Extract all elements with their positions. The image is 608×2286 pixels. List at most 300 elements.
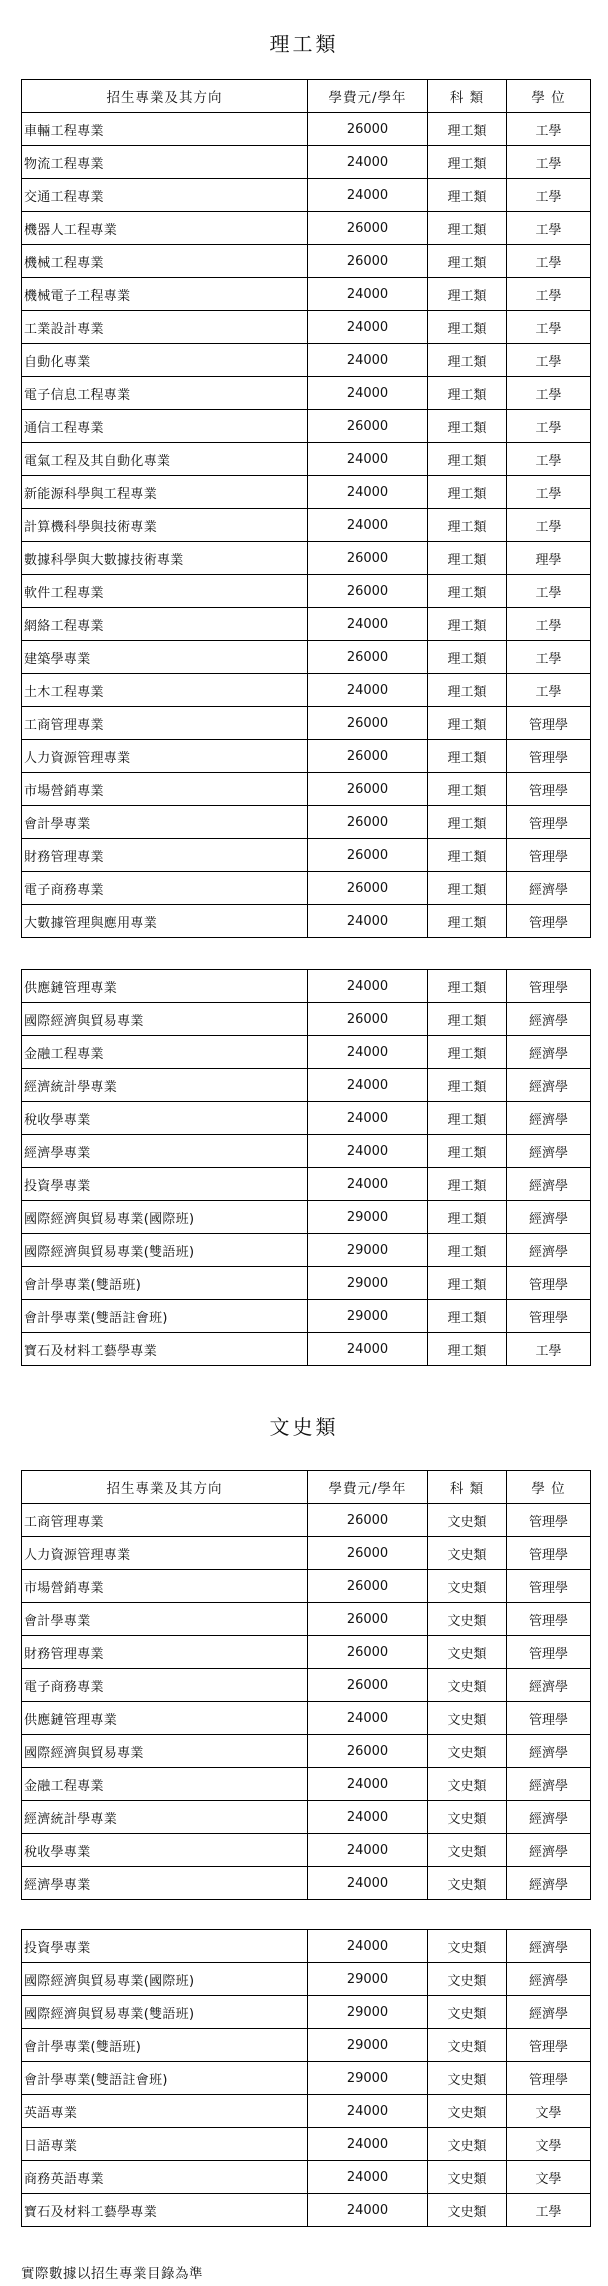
category-value: 理工類 [428,311,507,344]
category-value: 文史類 [428,2095,507,2128]
major-name: 商務英語專業 [22,2161,308,2194]
tuition-value: 24000 [308,608,428,641]
category-value: 理工類 [428,212,507,245]
table-row [22,2128,591,2161]
tuition-value: 26000 [308,113,428,146]
tuition-value: 26000 [308,1003,428,1036]
tuition-value: 24000 [308,1135,428,1168]
degree-value: 文學 [507,2161,591,2194]
degree-value: 工學 [507,509,591,542]
category-value: 文史類 [428,1768,507,1801]
category-value: 理工類 [428,509,507,542]
degree-value: 工學 [507,2194,591,2227]
degree-value: 管理學 [507,740,591,773]
category-value: 理工類 [428,1003,507,1036]
table-row [22,707,591,740]
table-row [22,212,591,245]
degree-value: 工學 [507,641,591,674]
major-name: 寶石及材料工藝學專業 [22,2194,308,2227]
tuition-value: 26000 [308,1669,428,1702]
header-major: 招生專業及其方向 [22,1471,308,1504]
category-value: 理工類 [428,707,507,740]
degree-value: 工學 [507,674,591,707]
degree-value: 工學 [507,179,591,212]
degree-value: 管理學 [507,1267,591,1300]
tuition-value: 26000 [308,212,428,245]
table-row [22,278,591,311]
table-row [22,1234,591,1267]
major-name: 會計學專業(雙語班) [22,1267,308,1300]
degree-value: 文學 [507,2128,591,2161]
major-name: 稅收學專業 [22,1834,308,1867]
major-name: 國際經濟與貿易專業(國際班) [22,1201,308,1234]
tuition-value: 29000 [308,2029,428,2062]
major-name: 財務管理專業 [22,839,308,872]
table-row [22,443,591,476]
major-name: 大數據管理與應用專業 [22,905,308,938]
category-value: 理工類 [428,542,507,575]
degree-value: 工學 [507,608,591,641]
tuition-value: 29000 [308,1267,428,1300]
table-row [22,1069,591,1102]
tuition-value: 26000 [308,773,428,806]
major-name: 市場營銷專業 [22,1570,308,1603]
table-row [22,146,591,179]
table-row [22,2161,591,2194]
category-value: 理工類 [428,1201,507,1234]
tuition-value: 24000 [308,1768,428,1801]
table-row [22,1333,591,1366]
major-name: 稅收學專業 [22,1102,308,1135]
tuition-value: 24000 [308,344,428,377]
header-tuition: 學費元/學年 [308,80,428,113]
category-value: 理工類 [428,773,507,806]
table-row [22,1300,591,1333]
major-name: 電子信息工程專業 [22,377,308,410]
table-row [22,509,591,542]
tuition-value: 26000 [308,575,428,608]
table-row [22,641,591,674]
degree-value: 工學 [507,344,591,377]
category-value: 理工類 [428,1102,507,1135]
category-value: 理工類 [428,608,507,641]
tuition-table-science-2 [21,969,591,1366]
major-name: 經濟學專業 [22,1867,308,1900]
major-name: 會計學專業(雙語班) [22,2029,308,2062]
major-name: 土木工程專業 [22,674,308,707]
table-row [22,1036,591,1069]
degree-value: 管理學 [507,806,591,839]
tuition-table-humanities-1 [21,1470,591,1900]
major-name: 財務管理專業 [22,1636,308,1669]
degree-value: 管理學 [507,2062,591,2095]
degree-value: 經濟學 [507,1201,591,1234]
category-value: 文史類 [428,2128,507,2161]
footnote: 實際數據以招生專業目錄為準 [21,2266,203,2282]
major-name: 人力資源管理專業 [22,740,308,773]
category-value: 文史類 [428,1603,507,1636]
tuition-value: 26000 [308,839,428,872]
table-row [22,1867,591,1900]
table-row [22,575,591,608]
degree-value: 管理學 [507,1300,591,1333]
tuition-value: 24000 [308,1102,428,1135]
major-name: 供應鏈管理專業 [22,970,308,1003]
degree-value: 理學 [507,542,591,575]
major-name: 投資學專業 [22,1168,308,1201]
table-row [22,1996,591,2029]
tuition-value: 24000 [308,1333,428,1366]
tuition-value: 24000 [308,1036,428,1069]
section-title-humanities: 文史類 [269,1415,339,1439]
tuition-value: 26000 [308,1735,428,1768]
major-name: 會計學專業 [22,1603,308,1636]
degree-value: 工學 [507,575,591,608]
table-row [22,872,591,905]
degree-value: 工學 [507,245,591,278]
major-name: 新能源科學與工程專業 [22,476,308,509]
degree-value: 管理學 [507,2029,591,2062]
category-value: 理工類 [428,1069,507,1102]
degree-value: 經濟學 [507,1003,591,1036]
major-name: 日語專業 [22,2128,308,2161]
major-name: 數據科學與大數據技術專業 [22,542,308,575]
degree-value: 經濟學 [507,1963,591,1996]
table-header-row [22,1471,591,1504]
table-header-row [22,80,591,113]
degree-value: 經濟學 [507,1069,591,1102]
table-row [22,344,591,377]
category-value: 理工類 [428,740,507,773]
tuition-value: 26000 [308,1603,428,1636]
tuition-value: 24000 [308,278,428,311]
major-name: 交通工程專業 [22,179,308,212]
table-row [22,1702,591,1735]
major-name: 國際經濟與貿易專業 [22,1735,308,1768]
category-value: 文史類 [428,1963,507,1996]
table-row [22,1003,591,1036]
category-value: 理工類 [428,377,507,410]
table-row [22,608,591,641]
tuition-value: 29000 [308,1996,428,2029]
degree-value: 管理學 [507,707,591,740]
category-value: 理工類 [428,1333,507,1366]
tuition-table-science-1 [21,79,591,938]
major-name: 經濟統計學專業 [22,1801,308,1834]
header-degree: 學 位 [507,80,591,113]
category-value: 文史類 [428,1636,507,1669]
table-row [22,542,591,575]
tuition-value: 24000 [308,1702,428,1735]
major-name: 國際經濟與貿易專業 [22,1003,308,1036]
category-value: 理工類 [428,575,507,608]
major-name: 英語專業 [22,2095,308,2128]
degree-value: 管理學 [507,970,591,1003]
category-value: 文史類 [428,1735,507,1768]
tuition-value: 26000 [308,641,428,674]
table-row [22,377,591,410]
major-name: 供應鏈管理專業 [22,1702,308,1735]
category-value: 理工類 [428,146,507,179]
category-value: 理工類 [428,278,507,311]
category-value: 理工類 [428,1168,507,1201]
category-value: 文史類 [428,1801,507,1834]
category-value: 理工類 [428,476,507,509]
tuition-value: 24000 [308,905,428,938]
table-row [22,1537,591,1570]
tuition-value: 29000 [308,1234,428,1267]
major-name: 會計學專業 [22,806,308,839]
category-value: 文史類 [428,1930,507,1963]
major-name: 工商管理專業 [22,707,308,740]
category-value: 理工類 [428,179,507,212]
category-value: 理工類 [428,443,507,476]
category-value: 文史類 [428,2062,507,2095]
degree-value: 管理學 [507,1636,591,1669]
tuition-value: 24000 [308,1801,428,1834]
degree-value: 管理學 [507,905,591,938]
degree-value: 經濟學 [507,1168,591,1201]
major-name: 機械工程專業 [22,245,308,278]
table-row [22,476,591,509]
table-row [22,839,591,872]
category-value: 文史類 [428,1669,507,1702]
degree-value: 經濟學 [507,1036,591,1069]
table-row [22,806,591,839]
table-row [22,1504,591,1537]
table-row [22,1768,591,1801]
degree-value: 工學 [507,443,591,476]
degree-value: 管理學 [507,1570,591,1603]
category-value: 理工類 [428,1300,507,1333]
tuition-value: 24000 [308,1168,428,1201]
category-value: 理工類 [428,344,507,377]
category-value: 理工類 [428,839,507,872]
degree-value: 工學 [507,476,591,509]
degree-value: 管理學 [507,839,591,872]
degree-value: 經濟學 [507,1801,591,1834]
degree-value: 工學 [507,410,591,443]
category-value: 理工類 [428,905,507,938]
degree-value: 經濟學 [507,1234,591,1267]
category-value: 理工類 [428,245,507,278]
category-value: 文史類 [428,2161,507,2194]
table-row [22,1834,591,1867]
category-value: 文史類 [428,2029,507,2062]
tuition-value: 26000 [308,1570,428,1603]
major-name: 國際經濟與貿易專業(國際班) [22,1963,308,1996]
tuition-value: 24000 [308,146,428,179]
tuition-value: 24000 [308,377,428,410]
major-name: 會計學專業(雙語註會班) [22,1300,308,1333]
major-name: 經濟統計學專業 [22,1069,308,1102]
degree-value: 經濟學 [507,1834,591,1867]
category-value: 文史類 [428,1570,507,1603]
table-row [22,1801,591,1834]
degree-value: 工學 [507,212,591,245]
tuition-table-humanities-2 [21,1929,591,2227]
category-value: 文史類 [428,1996,507,2029]
degree-value: 經濟學 [507,1102,591,1135]
tuition-value: 26000 [308,410,428,443]
degree-value: 工學 [507,146,591,179]
table-row [22,1102,591,1135]
table-row [22,905,591,938]
degree-value: 工學 [507,1333,591,1366]
major-name: 人力資源管理專業 [22,1537,308,1570]
table-row [22,1636,591,1669]
tuition-value: 24000 [308,1930,428,1963]
major-name: 金融工程專業 [22,1036,308,1069]
degree-value: 經濟學 [507,1996,591,2029]
table-row [22,2095,591,2128]
category-value: 理工類 [428,674,507,707]
major-name: 軟件工程專業 [22,575,308,608]
table-row [22,1603,591,1636]
tuition-value: 29000 [308,2062,428,2095]
degree-value: 經濟學 [507,1735,591,1768]
major-name: 車輛工程專業 [22,113,308,146]
table-row [22,1963,591,1996]
category-value: 理工類 [428,113,507,146]
degree-value: 工學 [507,278,591,311]
degree-value: 管理學 [507,1603,591,1636]
major-name: 電氣工程及其自動化專業 [22,443,308,476]
major-name: 會計學專業(雙語註會班) [22,2062,308,2095]
category-value: 理工類 [428,1234,507,1267]
table-row [22,1201,591,1234]
table-row [22,1669,591,1702]
table-row [22,410,591,443]
degree-value: 管理學 [507,1702,591,1735]
degree-value: 文學 [507,2095,591,2128]
category-value: 理工類 [428,1036,507,1069]
major-name: 自動化專業 [22,344,308,377]
header-degree: 學 位 [507,1471,591,1504]
table-row [22,113,591,146]
major-name: 投資學專業 [22,1930,308,1963]
table-row [22,674,591,707]
tuition-value: 24000 [308,1834,428,1867]
header-category: 科 類 [428,1471,507,1504]
degree-value: 管理學 [507,773,591,806]
table-row [22,773,591,806]
tuition-value: 26000 [308,245,428,278]
tuition-value: 26000 [308,740,428,773]
major-name: 機器人工程專業 [22,212,308,245]
major-name: 網絡工程專業 [22,608,308,641]
table-row [22,2062,591,2095]
major-name: 物流工程專業 [22,146,308,179]
tuition-value: 24000 [308,476,428,509]
tuition-value: 26000 [308,542,428,575]
category-value: 理工類 [428,872,507,905]
tuition-value: 26000 [308,806,428,839]
table-row [22,1735,591,1768]
category-value: 理工類 [428,641,507,674]
major-name: 工業設計專業 [22,311,308,344]
tuition-value: 24000 [308,311,428,344]
degree-value: 工學 [507,113,591,146]
major-name: 金融工程專業 [22,1768,308,1801]
table-row [22,1930,591,1963]
major-name: 國際經濟與貿易專業(雙語班) [22,1234,308,1267]
table-row [22,970,591,1003]
degree-value: 經濟學 [507,1768,591,1801]
table-row [22,1570,591,1603]
degree-value: 經濟學 [507,1930,591,1963]
tuition-value: 24000 [308,2095,428,2128]
tuition-value: 24000 [308,509,428,542]
table-row [22,1267,591,1300]
tuition-value: 24000 [308,2194,428,2227]
category-value: 理工類 [428,410,507,443]
tuition-value: 29000 [308,1963,428,1996]
tuition-value: 24000 [308,179,428,212]
major-name: 電子商務專業 [22,1669,308,1702]
degree-value: 管理學 [507,1504,591,1537]
major-name: 建築學專業 [22,641,308,674]
category-value: 文史類 [428,1702,507,1735]
tuition-value: 24000 [308,2161,428,2194]
tuition-value: 26000 [308,872,428,905]
major-name: 經濟學專業 [22,1135,308,1168]
table-row [22,245,591,278]
tuition-value: 24000 [308,674,428,707]
category-value: 文史類 [428,1867,507,1900]
major-name: 計算機科學與技術專業 [22,509,308,542]
table-row [22,2029,591,2062]
table-row [22,2194,591,2227]
major-name: 機械電子工程專業 [22,278,308,311]
table-row [22,179,591,212]
degree-value: 經濟學 [507,1135,591,1168]
degree-value: 經濟學 [507,872,591,905]
category-value: 理工類 [428,806,507,839]
tuition-value: 24000 [308,1069,428,1102]
table-row [22,740,591,773]
tuition-value: 26000 [308,707,428,740]
category-value: 文史類 [428,1834,507,1867]
category-value: 文史類 [428,2194,507,2227]
tuition-value: 26000 [308,1504,428,1537]
section-title-science: 理工類 [269,32,339,56]
header-major: 招生專業及其方向 [22,80,308,113]
degree-value: 管理學 [507,1537,591,1570]
degree-value: 經濟學 [507,1867,591,1900]
tuition-value: 24000 [308,970,428,1003]
major-name: 國際經濟與貿易專業(雙語班) [22,1996,308,2029]
tuition-value: 26000 [308,1537,428,1570]
tuition-value: 29000 [308,1201,428,1234]
table-row [22,311,591,344]
tuition-value: 24000 [308,443,428,476]
major-name: 寶石及材料工藝學專業 [22,1333,308,1366]
header-tuition: 學費元/學年 [308,1471,428,1504]
degree-value: 工學 [507,311,591,344]
degree-value: 經濟學 [507,1669,591,1702]
table-row [22,1168,591,1201]
degree-value: 工學 [507,377,591,410]
category-value: 理工類 [428,970,507,1003]
major-name: 市場營銷專業 [22,773,308,806]
major-name: 通信工程專業 [22,410,308,443]
category-value: 文史類 [428,1504,507,1537]
tuition-value: 24000 [308,2128,428,2161]
table-row [22,1135,591,1168]
tuition-value: 24000 [308,1867,428,1900]
category-value: 理工類 [428,1135,507,1168]
